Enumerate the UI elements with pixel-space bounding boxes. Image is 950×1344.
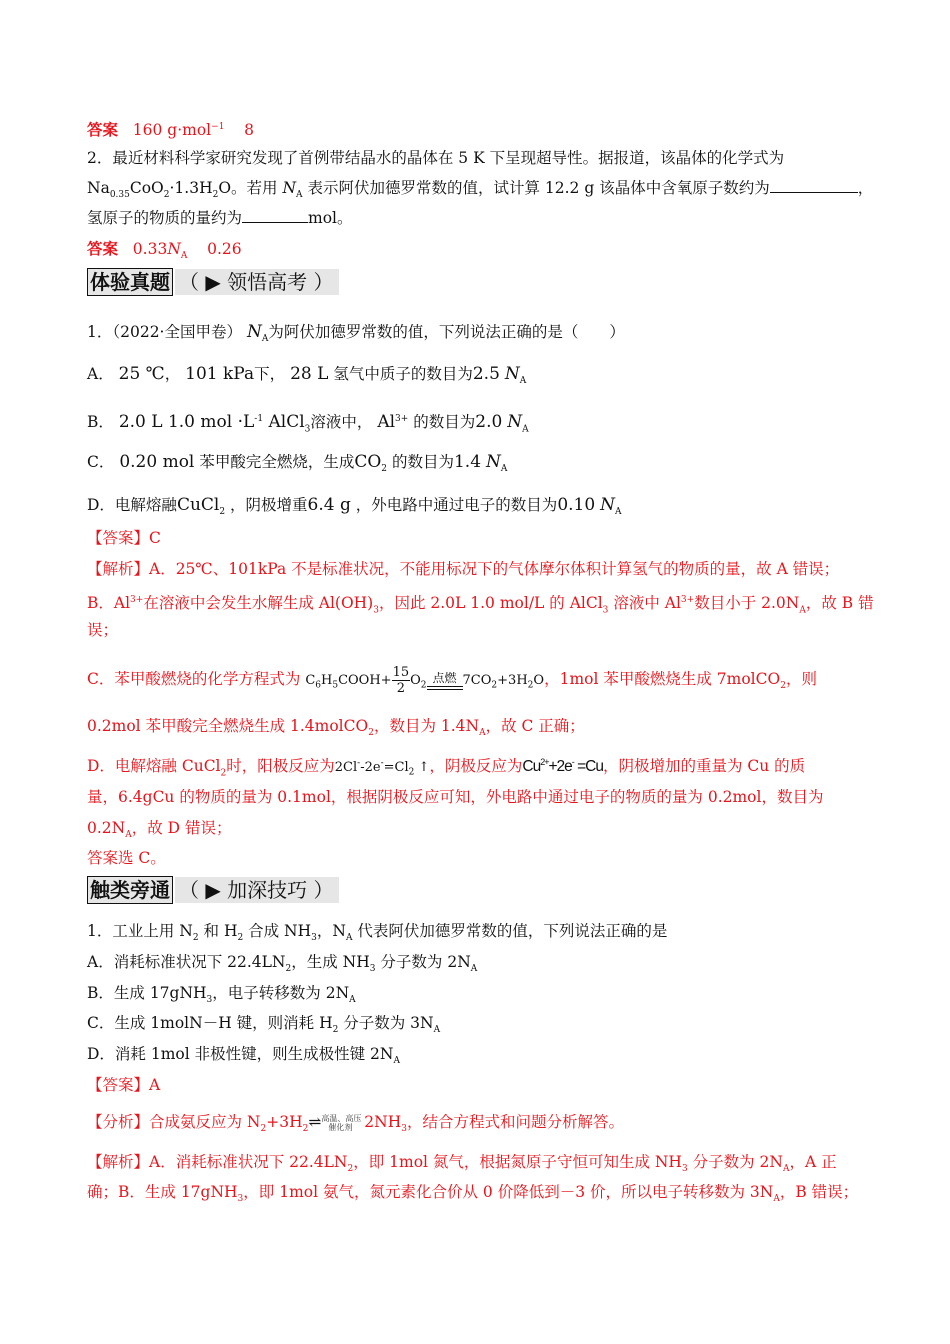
na-symbol: N <box>282 179 297 197</box>
sup: -1 <box>254 414 264 424</box>
answer-label: 答案 <box>87 120 119 140</box>
q3-explain-2 <box>87 1182 858 1209</box>
anode-equation <box>334 758 430 778</box>
text: 在溶液中会发生水解生成 Al(OH) <box>143 594 374 613</box>
text: 【解析】A．消耗标准状况下 22.4LN <box>87 1153 348 1171</box>
sub: A <box>500 464 508 475</box>
text: 0.20 mol <box>119 452 195 472</box>
text: 25 ℃ <box>118 364 165 384</box>
q1-explain-d3 <box>87 818 232 845</box>
text: D．电解熔融 CuCl <box>87 757 221 776</box>
text: 下， <box>254 365 286 383</box>
sup: 3+ <box>130 595 144 605</box>
fraction-denominator: 2 <box>396 681 405 696</box>
answer-text: 160 g·mol <box>132 121 212 140</box>
sub: A <box>180 251 188 262</box>
text: ，结合方程式和问题分析解答。 <box>406 1113 624 1131</box>
section-title: 体验真题 <box>87 268 173 296</box>
option-letter: B． <box>87 413 114 432</box>
text: B．Al <box>87 594 131 613</box>
text: 【分析】合成氨反应为 N <box>87 1113 261 1131</box>
text: ，生成 NH <box>291 953 370 971</box>
text: 表示阿伏加德罗常数的值，试计算 12.2 g 该晶体中含氧原子数约为 <box>302 179 770 197</box>
eq-part: O <box>410 673 421 688</box>
sub: 3 <box>369 964 376 975</box>
combustion-equation <box>305 665 545 696</box>
prev-answer-line <box>87 117 254 140</box>
sup: - <box>380 758 384 769</box>
condition-bottom: 催化剂 <box>328 1123 353 1132</box>
sub: 2 <box>219 507 226 518</box>
q1-option-a[interactable] <box>87 364 526 391</box>
text: 确；B．生成 17gNH <box>87 1183 238 1201</box>
text: 1．工业上用 N <box>87 922 193 940</box>
sub: A <box>479 728 486 739</box>
section-header-chulei <box>87 876 339 904</box>
text: 时，阳极反应为 <box>226 757 335 776</box>
text: ，故 C 正确； <box>485 717 585 735</box>
sub: 2 <box>408 767 415 778</box>
text: ，则 <box>785 670 817 688</box>
text: 2.0 L 1.0 mol ·L <box>118 412 255 433</box>
sub: A <box>393 1056 400 1067</box>
text: ，B 错误； <box>779 1183 859 1201</box>
text: 1．（2022·全国甲卷） <box>87 323 242 341</box>
sub: 3 <box>681 1164 688 1175</box>
text: Na <box>87 179 110 197</box>
na-symbol: N <box>507 412 523 433</box>
q3-option-b[interactable] <box>87 983 356 1010</box>
text: ，外电路中通过电子的数目为 <box>355 496 558 514</box>
text: CoO <box>129 179 164 197</box>
text: mol。 <box>308 209 353 227</box>
text: 28 L <box>290 364 329 384</box>
text: 和 H <box>198 922 238 940</box>
text: AlCl <box>263 412 305 433</box>
text: 苯甲酸完全燃烧，生成 <box>199 453 355 471</box>
sub: 2 <box>368 728 374 739</box>
option-letter: A． <box>87 365 114 383</box>
na-symbol: N <box>504 364 520 384</box>
text: 氢气中质子的数目为 <box>333 365 473 383</box>
na-symbol: N <box>246 322 262 342</box>
text: 0.26 <box>207 240 242 258</box>
sub: 2 <box>192 933 199 944</box>
text: B．生成 17gNH <box>87 984 207 1002</box>
sup: - <box>357 758 361 769</box>
q3-stem <box>87 921 667 948</box>
fill-blank[interactable] <box>242 208 308 223</box>
sub: 2 <box>285 964 292 975</box>
section-header-tiyan <box>87 268 339 296</box>
sub: A <box>522 424 529 435</box>
sub: A <box>261 334 269 345</box>
text: ，故 D 错误； <box>131 819 232 837</box>
cathode-equation <box>522 758 603 775</box>
q1-explain-c1 <box>87 665 817 696</box>
reaction-arrow <box>427 672 463 690</box>
sub: A <box>519 376 527 387</box>
sub: A <box>345 933 353 944</box>
eq-part: -2e <box>360 760 381 776</box>
eq-part: 2Cl <box>334 760 358 776</box>
fraction-numerator: 15 <box>392 665 410 680</box>
text: +3H <box>266 1113 303 1131</box>
text: 2.0 <box>475 412 503 433</box>
option-letter: D．电解熔融 <box>87 496 177 514</box>
answer-sup: −1 <box>211 122 225 132</box>
q3-option-a[interactable] <box>87 952 477 979</box>
eq-part: 7CO <box>462 673 492 688</box>
text: ， <box>857 179 874 197</box>
text: ，故 B 错 <box>805 594 874 613</box>
q1-explain-c2 <box>87 716 585 743</box>
sub: 2 <box>237 933 244 944</box>
sub: 2 <box>527 680 534 691</box>
q3-explain-1 <box>87 1152 837 1179</box>
sub: A <box>470 964 478 975</box>
text: 分子数为 2N <box>375 953 471 971</box>
q2-line3 <box>87 208 353 228</box>
sub: A <box>433 1025 441 1036</box>
sub: 2 <box>212 190 219 201</box>
text: ，即 1mol 氮气，根据氮原子守恒可知生成 NH <box>353 1153 682 1171</box>
section-title: 触类旁通 <box>87 876 173 904</box>
section-subtitle: （ ▶ 加深技巧 ） <box>175 877 339 903</box>
sub: 2 <box>220 768 227 779</box>
condition-top: 高温、高压 <box>321 1114 362 1123</box>
sub: 3 <box>401 1124 407 1135</box>
eq-part: Cu <box>522 758 541 776</box>
sub: 3 <box>602 605 609 616</box>
text: ， <box>164 365 181 383</box>
sub: 3 <box>373 605 379 616</box>
text: 氢原子的物质的量约为 <box>87 209 243 227</box>
sub: 2 <box>302 1124 309 1135</box>
eq-part: +3H <box>497 673 528 688</box>
text: 溶液中， <box>310 413 373 432</box>
sub: A <box>296 190 303 201</box>
q2-line2 <box>87 178 873 205</box>
q3-analysis <box>87 1112 624 1139</box>
eq-part: C <box>305 673 316 688</box>
text: D．消耗 1mol 非极性键，则生成极性键 2N <box>87 1045 394 1063</box>
sub: 2 <box>420 680 427 691</box>
q2-line1: 2．最近材料科学家研究发现了首例带结晶水的晶体在 5 K 下呈现超导性。据报道，该晶体的化学式为 <box>87 149 785 167</box>
reversible-arrow-icon: ⇌ <box>308 1113 322 1131</box>
sub: A <box>349 995 356 1006</box>
q3-option-c[interactable] <box>87 1013 440 1040</box>
q1-conclusion: 答案选 C。 <box>87 849 166 867</box>
text: ，阴极反应为 <box>429 757 523 776</box>
text: ，N <box>316 922 346 940</box>
text: ，阴极增加的重量为 Cu 的质 <box>602 757 806 776</box>
text: 分子数为 3N <box>338 1014 434 1032</box>
sup: 3+ <box>680 595 695 605</box>
text: C．苯甲酸燃烧的化学方程式为 <box>87 670 301 688</box>
q1-explain-a: 【解析】A．25℃、101kPa 不是标准状况，不能用标况下的气体摩尔体积计算氢气的物质的量，故 A 错误； <box>87 560 840 578</box>
eq-part: =Cu <box>573 758 603 776</box>
sub: 2 <box>347 1164 354 1175</box>
sub: A <box>125 830 132 841</box>
text: CO <box>354 452 382 472</box>
answer-label: 答案 <box>87 239 119 258</box>
sub: 3 <box>237 1194 244 1205</box>
text: 1.4 <box>453 452 482 472</box>
equal-bar <box>427 686 463 690</box>
sub: 2 <box>780 681 786 692</box>
q1-explain-d1 <box>87 752 805 783</box>
sub: 6 <box>315 680 321 691</box>
text: O。若用 <box>218 179 283 197</box>
na-symbol: N <box>485 452 501 472</box>
q1-explain-b2: 误； <box>87 621 119 639</box>
q3-answer: 【答案】A <box>87 1076 161 1094</box>
section-subtitle: （ ▶ 领悟高考 ） <box>175 269 339 295</box>
text: 为阿伏加德罗常数的值，下列说法正确的是（ ） <box>268 323 625 341</box>
eq-part: COOH+ <box>338 673 392 688</box>
q1-stem <box>87 322 625 349</box>
text: ，阴极增重 <box>230 496 308 514</box>
text: ，1mol 苯甲酸燃烧生成 7molCO <box>544 670 781 688</box>
text: 的数目为 <box>413 413 476 432</box>
q1-option-c[interactable] <box>87 452 507 479</box>
sup: 3+ <box>395 414 409 424</box>
sub: A <box>614 507 622 518</box>
text: ，数目为 1.4N <box>373 717 480 735</box>
q1-explain-d2: 量，6.4gCu 的物质的量为 0.1mol，根据阴极反应可知，外电路中通过电子的物质的量为 0.2mol，数目为 <box>87 788 824 806</box>
sub: 2 <box>163 190 170 201</box>
text: A．消耗标准状况下 22.4LN <box>87 953 286 971</box>
text: 2NH <box>359 1113 402 1131</box>
text: 合成 NH <box>243 922 312 940</box>
reaction-condition-block <box>321 1114 362 1132</box>
eq-part: H <box>321 673 333 688</box>
sub: 3 <box>311 933 317 944</box>
text: ，A 正 <box>789 1153 837 1171</box>
text: 溶液中 Al <box>608 594 681 613</box>
sub: 2 <box>491 680 498 691</box>
answer-tail: 8 <box>244 121 255 140</box>
text: CuCl <box>176 495 220 515</box>
eq-part: ↑ <box>414 760 430 776</box>
sup: 2+ <box>540 757 549 767</box>
sub: 3 <box>206 995 213 1006</box>
text: ·1.3H <box>169 179 213 197</box>
q1-explain-b1 <box>87 590 874 620</box>
eq-part: =Cl <box>383 760 409 776</box>
text: 数目小于 2.0N <box>694 594 800 613</box>
q1-option-d[interactable] <box>87 495 621 522</box>
sub: 5 <box>332 680 339 691</box>
sub: 2 <box>260 1124 267 1135</box>
text: 0.2mol 苯甲酸完全燃烧生成 1.4molCO <box>87 717 369 735</box>
sub: 2 <box>381 464 388 475</box>
text: 代表阿伏加德罗常数的值，下列说法正确的是 <box>352 922 668 940</box>
reaction-condition: 点燃 <box>432 670 457 685</box>
fraction <box>392 665 411 696</box>
text: ，即 1mol 氨气，氮元素化合价从 0 价降低到－3 价，所以电子转移数为 3N <box>243 1183 774 1201</box>
option-letter: C． <box>87 453 115 471</box>
sub: 2 <box>332 1025 339 1036</box>
na-symbol: N <box>600 495 615 515</box>
sub: 0.35 <box>109 190 130 201</box>
q1-answer: 【答案】C <box>87 529 161 547</box>
text: 的数目为 <box>391 453 454 471</box>
text: 0.33 <box>132 240 168 258</box>
text: ，电子转移数为 2N <box>212 984 350 1002</box>
sub: A <box>773 1194 780 1205</box>
q1-option-b[interactable] <box>87 409 529 439</box>
text: 0.2N <box>87 819 126 837</box>
text: 分子数为 2N <box>687 1153 783 1171</box>
eq-part: +2e <box>548 758 572 776</box>
text: 101 kPa <box>185 364 255 384</box>
text: Al <box>377 412 396 433</box>
eq-part: O <box>533 673 545 688</box>
na-symbol: N <box>167 240 181 258</box>
sub: A <box>799 605 806 616</box>
sup: - <box>571 757 574 767</box>
sub: 3 <box>304 424 311 435</box>
sub: A <box>782 1164 790 1175</box>
text: 6.4 g <box>307 495 351 515</box>
text: ，因此 2.0L 1.0 mol/L 的 AlCl <box>378 594 603 613</box>
text: 0.10 <box>557 495 596 515</box>
text: 2.5 <box>472 364 500 384</box>
text: C．生成 1molN－H 键，则消耗 H <box>87 1014 333 1032</box>
fill-blank[interactable] <box>770 178 858 193</box>
q3-option-d[interactable] <box>87 1044 400 1071</box>
q2-answer <box>87 239 242 266</box>
